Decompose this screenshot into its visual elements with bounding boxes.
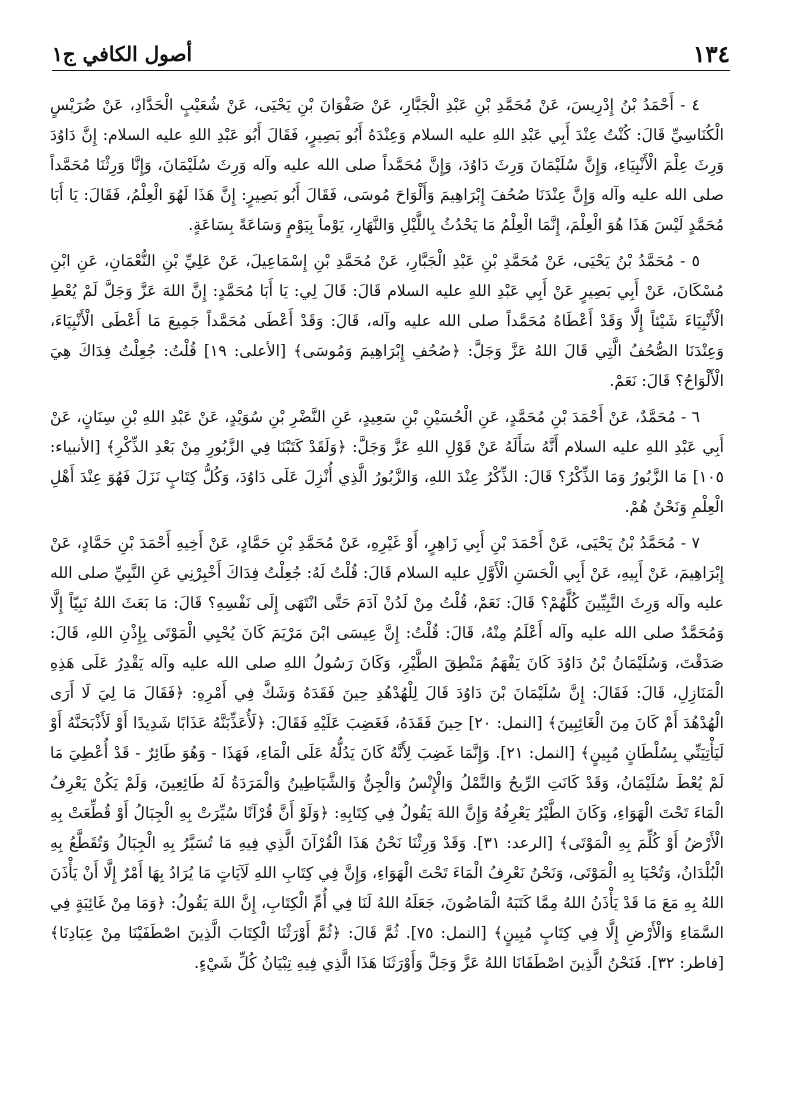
hadith-paragraph: ٥ - مُحَمَّدُ بْنُ يَحْيَى، عَنْ مُحَمَّدِ بْنِ عَبْدِ الْجَبَّارِ، عَنْ مُحَمَّدِ بْنِ إِسْمَاعِيلَ، عَنْ عَلِيِّ بْنِ النُّعْمَانِ، عَنِ ابْنِ مُسْكَانَ، عَنْ أَبِي بَصِيرٍ عَنْ أَبِي عَبْدِ اللهِ عليه السلام قَالَ: قَالَ لِي: يَا أَبَا مُحَمَّدٍ: إِنَّ اللهَ عَزَّ وَجَلَّ لَمْ يُعْطِ الْأَنْبِيَاءَ شَيْئاً إِلَّا وَقَدْ أَعْطَاهُ مُحَمَّداً صلى الله عليه وآله، قَالَ: وَقَدْ أَعْطَى مُحَمَّداً جَمِيعَ مَا أَعْطَى الْأَنْبِيَاءَ، وَعِنْدَنَا الصُّحُفُ الَّتِي قَالَ اللهُ عَزَّ وَجَلَّ: ﴿صُحُفِ إِبْرَاهِيمَ وَمُوسَى﴾ [الأعلى: ١٩] قُلْتُ: جُعِلْتُ فِدَاكَ هِيَ الْأَلْوَاحُ؟ قَالَ: نَعَمْ. bbox=[50, 252, 724, 390]
hadith-paragraph: ٧ - مُحَمَّدُ بْنُ يَحْيَى، عَنْ أَحْمَدَ بْنِ أَبِي زَاهِرٍ، أَوْ غَيْرِهِ، عَنْ مُحَمَّدِ بْنِ حَمَّادٍ، عَنْ أَخِيهِ أَحْمَدَ بْنِ حَمَّادٍ، عَنْ إِبْرَاهِيمَ، عَنْ أَبِيهِ، عَنْ أَبِي الْحَسَنِ الْأَوَّلِ عليه السلام قَالَ: قُلْتُ لَهُ: جُعِلْتُ فِدَاكَ أَخْبِرْنِي عَنِ النَّبِيِّ صلى الله عليه وآله وَرِثَ النَّبِيِّينَ كُلَّهُمْ؟ قَالَ: نَعَمْ، قُلْتُ مِنْ لَدُنْ آدَمَ حَتَّى انْتَهَى إِلَى نَفْسِهِ؟ قَالَ: مَا بَعَثَ اللهُ نَبِيّاً إِلَّا وَمُحَمَّدٌ صلى الله عليه وآله أَعْلَمُ مِنْهُ، قَالَ: قُلْتُ: إِنَّ عِيسَى ابْنَ مَرْيَمَ كَانَ يُحْيِي الْمَوْتَى بِإِذْنِ اللهِ، قَالَ: صَدَقْتَ، وَسُلَيْمَانُ بْنُ دَاوُدَ كَانَ يَفْهَمُ مَنْطِقَ الطَّيْرِ، وَكَانَ رَسُولُ اللهِ صلى الله عليه وآله يَقْدِرُ عَلَى هَذِهِ الْمَنَازِلِ، قَالَ: فَقَالَ: إِنَّ سُلَيْمَانَ بْنَ دَاوُدَ قَالَ لِلْهُدْهُدِ حِينَ فَقَدَهُ وَشَكَّ فِي أَمْرِهِ: ﴿فَقَالَ مَا لِيَ لَا أَرَى الْهُدْهُدَ أَمْ كَانَ مِنَ الْغَائِبِينَ﴾ [النمل: ٢٠] حِينَ فَقَدَهُ، فَغَضِبَ عَلَيْهِ فَقَالَ: ﴿لَأُعَذِّبَنَّهُ عَذَابًا شَدِيدًا أَوْ لَأَذْبَحَنَّهُ أَوْ لَيَأْتِيَنِّي بِسُلْطَانٍ مُبِينٍ﴾ [النمل: ٢١]. وَإِنَّمَا غَضِبَ لِأَنَّهُ كَانَ يَدُلُّهُ عَلَى الْمَاءِ، فَهَذَا - وَهُوَ طَائِرٌ - قَدْ أُعْطِيَ مَا لَمْ يُعْطَ سُلَيْمَانُ، وَقَدْ كَانَتِ الرِّيحُ وَالنَّمْلُ وَالْإِنْسُ وَالْجِنُّ وَالشَّيَاطِينُ وَالْمَرَدَةُ لَهُ طَائِعِينَ، وَلَمْ يَكُنْ يَعْرِفُ الْمَاءَ تَحْتَ الْهَوَاءِ، وَكَانَ الطَّيْرُ يَعْرِفُهُ وَإِنَّ اللهَ يَقُولُ فِي كِتَابِهِ: ﴿وَلَوْ أَنَّ قُرْآنًا سُيِّرَتْ بِهِ الْجِبَالُ أَوْ قُطِّعَتْ بِهِ الْأَرْضُ أَوْ كُلِّمَ بِهِ الْمَوْتَى﴾ [الرعد: ٣١]. وَقَدْ وَرِثْنَا نَحْنُ هَذَا الْقُرْآنَ الَّذِي فِيهِ مَا تُسَيَّرُ بِهِ الْجِبَالُ وَتُقَطَّعُ بِهِ الْبُلْدَانُ، وَتُحْيَا بِهِ الْمَوْتَى، وَنَحْنُ نَعْرِفُ الْمَاءَ تَحْتَ الْهَوَاءِ، وَإِنَّ فِي كِتَابِ اللهِ لَآيَاتٍ مَا يُرَادُ بِهَا أَمْرٌ إِلَّا أَنْ يَأْذَنَ اللهُ بِهِ مَعَ مَا قَدْ يَأْذَنُ اللهُ مِمَّا كَتَبَهُ الْمَاضُونَ، جَعَلَهُ اللهُ لَنَا فِي أُمِّ الْكِتَابِ، إِنَّ اللهَ يَقُولُ: ﴿وَمَا مِنْ غَائِبَةٍ فِي السَّمَاءِ وَالْأَرْضِ إِلَّا فِي كِتَابٍ مُبِينٍ﴾ [النمل: ٧٥]. ثُمَّ قَالَ: ﴿ثُمَّ أَوْرَثْنَا الْكِتَابَ الَّذِينَ اصْطَفَيْنَا مِنْ عِبَادِنَا﴾ [فاطر: ٣٢]. فَنَحْنُ الَّذِينَ اصْطَفَانَا اللهُ عَزَّ وَجَلَّ وَأَوْرَثَنَا هَذَا الَّذِي فِيهِ تِبْيَانُ كُلِّ شَيْءٍ. bbox=[50, 534, 725, 972]
page-body bbox=[50, 90, 724, 984]
book-title: أصول الكافي ج١ bbox=[52, 42, 193, 66]
hadith-paragraph: ٦ - مُحَمَّدٌ، عَنْ أَحْمَدَ بْنِ مُحَمَّدٍ، عَنِ الْحُسَيْنِ بْنِ سَعِيدٍ، عَنِ النَّضْرِ بْنِ سُوَيْدٍ، عَنْ عَبْدِ اللهِ بْنِ سِنَانٍ، عَنْ أَبِي عَبْدِ اللهِ عليه السلام أَنَّهُ سَأَلَهُ عَنْ قَوْلِ اللهِ عَزَّ وَجَلَّ: ﴿وَلَقَدْ كَتَبْنَا فِي الزَّبُورِ مِنْ بَعْدِ الذِّكْرِ﴾ [الأنبياء: ١٠٥] مَا الزَّبُورُ وَمَا الذِّكْرُ؟ قَالَ: الذِّكْرُ عِنْدَ اللهِ، وَالزَّبُورُ الَّذِي أُنْزِلَ عَلَى دَاوُدَ، وَكُلُّ كِتَابٍ نَزَلَ فَهُوَ عِنْدَ أَهْلِ الْعِلْمِ وَنَحْنُ هُمْ. bbox=[50, 408, 724, 516]
page-header bbox=[52, 30, 730, 71]
page-number: ١٣٤ bbox=[692, 41, 730, 68]
hadith-paragraph: ٤ - أَحْمَدُ بْنُ إِدْرِيسَ، عَنْ مُحَمَّدِ بْنِ عَبْدِ الْجَبَّارِ، عَنْ صَفْوَانَ بْنِ يَحْيَى، عَنْ شُعَيْبٍ الْحَدَّادِ، عَنْ ضُرَيْسٍ الْكُنَاسِيِّ قَالَ: كُنْتُ عِنْدَ أَبِي عَبْدِ اللهِ عليه السلام وَعِنْدَهُ أَبُو بَصِيرٍ، فَقَالَ أَبُو عَبْدِ اللهِ عليه السلام: إِنَّ دَاوُدَ وَرِثَ عِلْمَ الْأَنْبِيَاءِ، وَإِنَّ سُلَيْمَانَ وَرِثَ دَاوُدَ، وَإِنَّ مُحَمَّداً صلى الله عليه وآله وَرِثَ سُلَيْمَانَ، وَإِنَّا وَرِثْنَا مُحَمَّداً صلى الله عليه وآله وَإِنَّ عِنْدَنَا صُحُفَ إِبْرَاهِيمَ وَأَلْوَاحَ مُوسَى، فَقَالَ أَبُو بَصِيرٍ: إِنَّ هَذَا لَهُوَ الْعِلْمُ، فَقَالَ: يَا أَبَا مُحَمَّدٍ لَيْسَ هَذَا هُوَ الْعِلْمَ، إِنَّمَا الْعِلْمُ مَا يَحْدُثُ بِاللَّيْلِ وَالنَّهَارِ، يَوْماً بِيَوْمٍ وَسَاعَةً بِسَاعَةٍ. bbox=[50, 96, 724, 234]
